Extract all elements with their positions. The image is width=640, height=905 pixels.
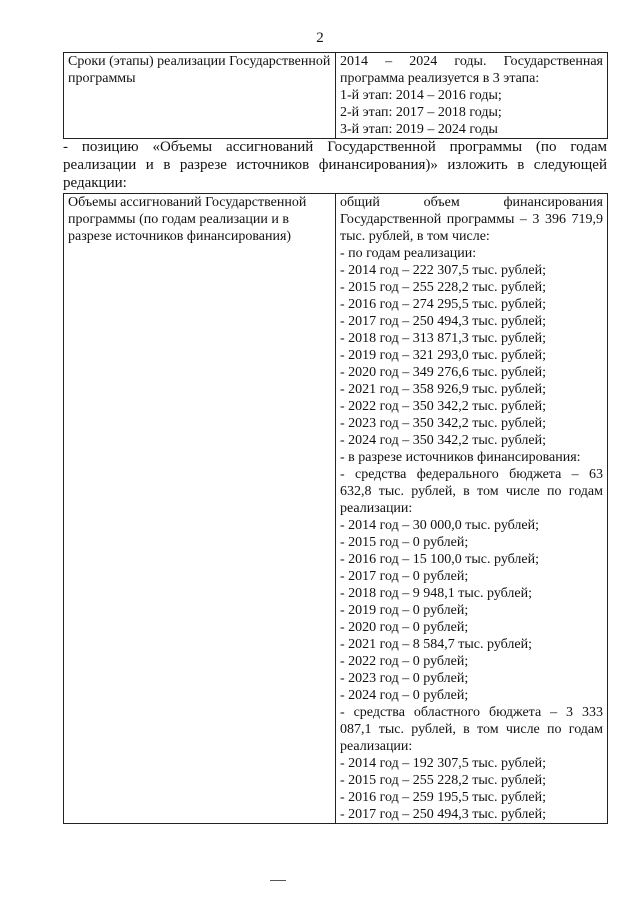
regional-amount-line: - 2017 год – 250 494,3 тыс. рублей; bbox=[340, 807, 547, 822]
terms-table bbox=[63, 52, 608, 139]
terms-intro: 2014 – 2024 годы. Государственная программа реализуется в 3 этапа: bbox=[340, 54, 603, 86]
federal-amount-line: - 2014 год – 30 000,0 тыс. рублей; bbox=[340, 518, 540, 533]
regional-intro: - средства областного бюджета – 3 333 087,1 тыс. рублей, в том числе по годам реализации: bbox=[340, 705, 603, 754]
funding-row bbox=[64, 194, 608, 824]
year-amount-line: - 2024 год – 350 342,2 тыс. рублей; bbox=[340, 433, 547, 448]
year-amount-line: - 2021 год – 358 926,9 тыс. рублей; bbox=[340, 382, 547, 397]
funding-label: Объемы ассигнований Государственной программы (по годам реализации и в разрезе источников финансирования) bbox=[64, 194, 336, 824]
year-amount-line: - 2018 год – 313 871,3 тыс. рублей; bbox=[340, 331, 547, 346]
year-amount-line: - 2014 год – 222 307,5 тыс. рублей; bbox=[340, 263, 547, 278]
funding-value bbox=[336, 194, 608, 824]
regional-amount-line: - 2016 год – 259 195,5 тыс. рублей; bbox=[340, 790, 547, 805]
regional-list bbox=[340, 755, 603, 823]
federal-amount-line: - 2019 год – 0 рублей; bbox=[340, 603, 469, 618]
federal-amount-line: - 2023 год – 0 рублей; bbox=[340, 671, 469, 686]
federal-amount-line: - 2017 год – 0 рублей; bbox=[340, 569, 469, 584]
by-year-header: - по годам реализации: bbox=[340, 246, 477, 261]
terms-row bbox=[64, 53, 608, 139]
by-source-header: - в разрезе источников финансирования: bbox=[340, 450, 581, 465]
federal-amount-line: - 2024 год – 0 рублей; bbox=[340, 688, 469, 703]
stage-3: 3-й этап: 2019 – 2024 годы bbox=[340, 122, 498, 137]
terms-label: Сроки (этапы) реализации Государственной программы bbox=[64, 53, 336, 139]
total-funding: общий объем финансирования Государственной программы – 3 396 719,9 тыс. рублей, в том числе: bbox=[340, 195, 603, 244]
regional-amount-line: - 2014 год – 192 307,5 тыс. рублей; bbox=[340, 756, 547, 771]
year-amount-line: - 2016 год – 274 295,5 тыс. рублей; bbox=[340, 297, 547, 312]
federal-list bbox=[340, 517, 603, 704]
year-amount-line: - 2019 год – 321 293,0 тыс. рублей; bbox=[340, 348, 547, 363]
page-number: 2 bbox=[316, 30, 324, 46]
federal-amount-line: - 2022 год – 0 рублей; bbox=[340, 654, 469, 669]
federal-intro: - средства федерального бюджета – 63 632,8 тыс. рублей, в том числе по годам реализации: bbox=[340, 467, 603, 516]
amendment-paragraph bbox=[63, 138, 607, 192]
federal-amount-line: - 2021 год – 8 584,7 тыс. рублей; bbox=[340, 637, 533, 652]
federal-amount-line: - 2015 год – 0 рублей; bbox=[340, 535, 469, 550]
footer-rule bbox=[270, 880, 286, 881]
regional-amount-line: - 2015 год – 255 228,2 тыс. рублей; bbox=[340, 773, 547, 788]
by-year-list bbox=[340, 262, 603, 449]
federal-amount-line: - 2020 год – 0 рублей; bbox=[340, 620, 469, 635]
federal-amount-line: - 2016 год – 15 100,0 тыс. рублей; bbox=[340, 552, 540, 567]
year-amount-line: - 2015 год – 255 228,2 тыс. рублей; bbox=[340, 280, 547, 295]
funding-table bbox=[63, 193, 608, 824]
year-amount-line: - 2022 год – 350 342,2 тыс. рублей; bbox=[340, 399, 547, 414]
terms-value bbox=[336, 53, 608, 139]
year-amount-line: - 2020 год – 349 276,6 тыс. рублей; bbox=[340, 365, 547, 380]
stage-2: 2-й этап: 2017 – 2018 годы; bbox=[340, 105, 502, 120]
amendment-text: - позицию «Объемы ассигнований Государственной программы (по годам реализации и в разрезе источников финансирования)» изложить в следующей редакции: bbox=[63, 139, 607, 191]
federal-amount-line: - 2018 год – 9 948,1 тыс. рублей; bbox=[340, 586, 533, 601]
year-amount-line: - 2023 год – 350 342,2 тыс. рублей; bbox=[340, 416, 547, 431]
year-amount-line: - 2017 год – 250 494,3 тыс. рублей; bbox=[340, 314, 547, 329]
stage-1: 1-й этап: 2014 – 2016 годы; bbox=[340, 88, 502, 103]
